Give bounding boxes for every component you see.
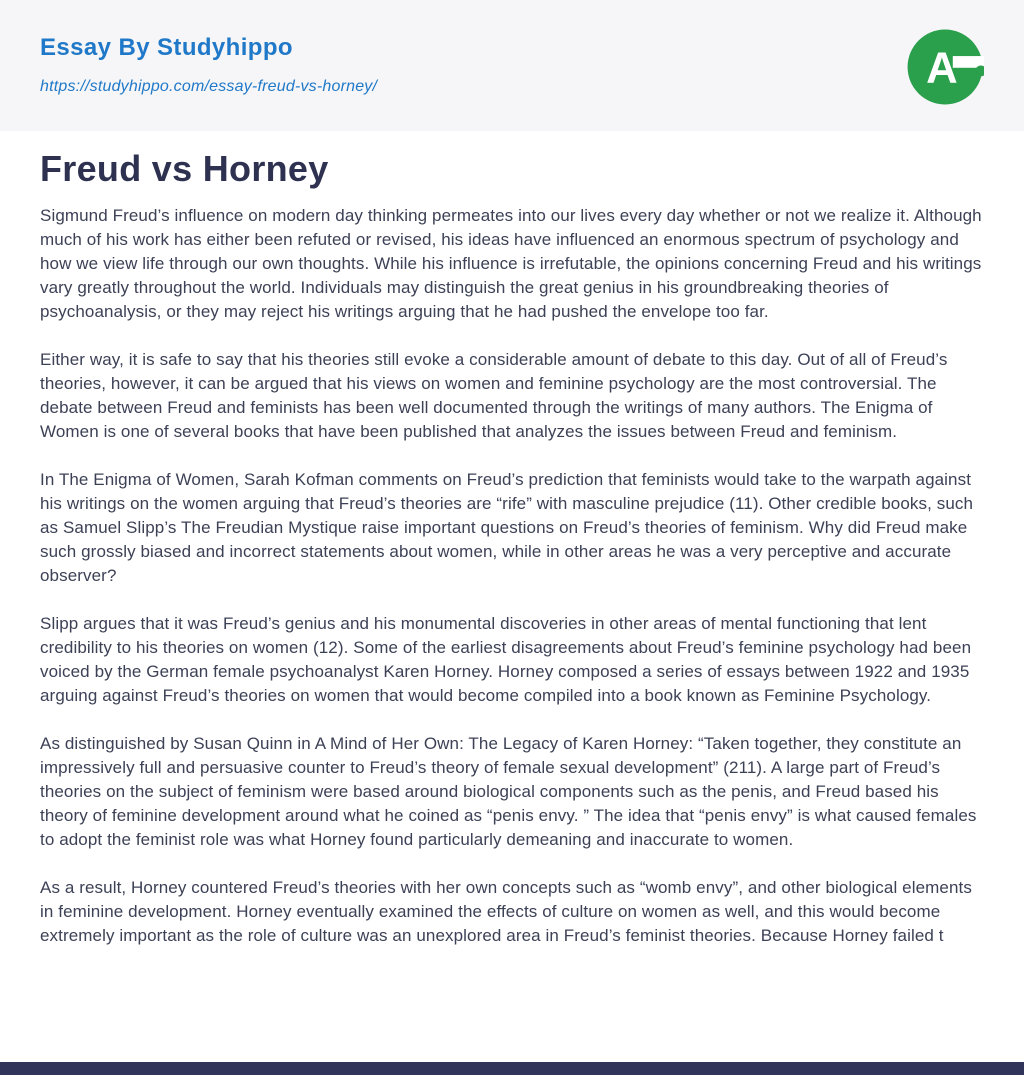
site-header [0,0,1024,131]
source-url-link[interactable]: https://studyhippo.com/essay-freud-vs-horney/ [40,78,378,95]
logo-letter: A [926,43,958,93]
bottom-bar [0,1062,1024,1075]
essay-content [0,131,1024,948]
essay-paragraph: As distinguished by Susan Quinn in A Mind of Her Own: The Legacy of Karen Horney: “Taken together, they constitute an impressively full and persuasive counter to Freud’s theory of female sexual development” (211). A large part of Freud’s theories on the subject of feminism were based around biological components such as the penis, and Freud based his theory of feminine development around what he coined as “penis envy. ” The idea that “penis envy” is what caused females to adopt the feminist role was what Horney found particularly demeaning and inaccurate to women. [40,734,977,849]
studyhippo-logo-icon [906,28,984,106]
header-text-block [40,34,377,96]
essay-paragraph: Slipp argues that it was Freud’s genius and his monumental discoveries in other areas of mental functioning that lent credibility to his theories on women (12). Some of the earliest disagreements about Freud’s feminine psychology had been voiced by the German female psychoanalyst Karen Horney. Horney composed a series of essays between 1922 and 1935 arguing against Freud’s theories on women that would become compiled into a book known as Feminine Psychology. [40,614,972,705]
essay-body [40,204,984,948]
essay-paragraph: In The Enigma of Women, Sarah Kofman comments on Freud’s prediction that feminists would take to the warpath against his writings on the women arguing that Freud’s theories are “rife” with masculine prejudice (11). Other credible books, such as Samuel Slipp’s The Freudian Mystique raise important questions on Freud’s theories of feminism. Why did Freud make such grossly biased and incorrect statements about women, while in other areas he was a very perceptive and accurate observer? [40,470,974,585]
essay-title: Freud vs Horney [40,148,329,189]
essay-paragraph: Either way, it is safe to say that his theories still evoke a considerable amount of debate to this day. Out of all of Freud’s theories, however, it can be argued that his views on women and feminine psychology are the most controversial. The debate between Freud and feminists has been well documented through the writings of many authors. The Enigma of Women is one of several books that have been published that analyzes the issues between Freud and feminism. [40,350,948,441]
essay-paragraph: As a result, Horney countered Freud’s theories with her own concepts such as “womb envy”, and other biological elements in feminine development. Horney eventually examined the effects of culture on women as well, and this would become extremely important as the role of culture was an unexplored area in Freud’s feminist theories. Because Horney failed t [40,878,972,945]
site-title: Essay By Studyhippo [40,34,293,61]
essay-paragraph: Sigmund Freud’s influence on modern day thinking permeates into our lives every day whether or not we realize it. Although much of his work has either been refuted or revised, his ideas have influenced an enormous spectrum of psychology and how we view life through our own thoughts. While his influence is irrefutable, the opinions concerning Freud and his writings vary greatly throughout the world. Individuals may distinguish the great genius in his groundbreaking theories of psychoanalysis, or they may reject his writings arguing that he had pushed the envelope too far. [40,206,982,321]
